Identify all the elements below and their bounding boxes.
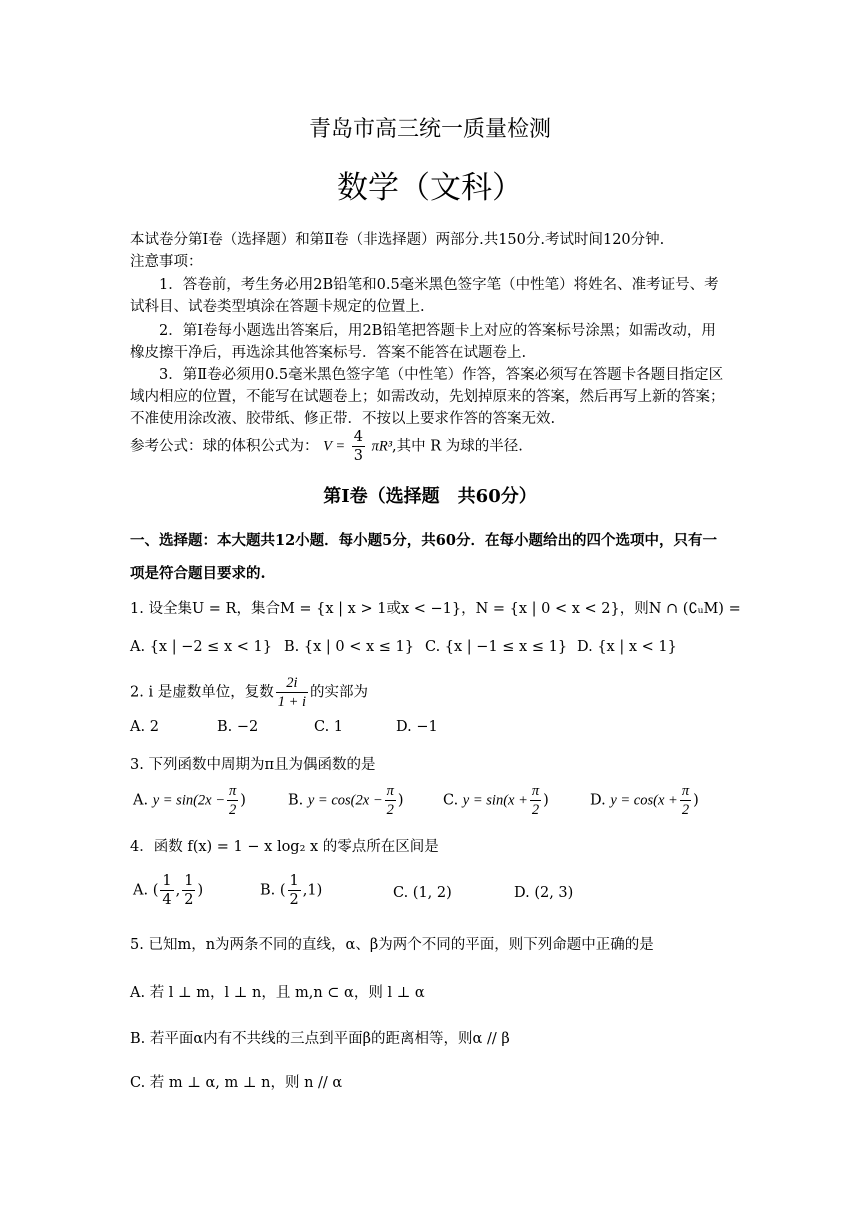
formula-fraction: $\frac{4}{3}$ xyxy=(353,429,363,464)
note-1: 1．答卷前，考生务必用2B铅笔和0.5毫米黑色签字笔（中性笔）将姓名、准考证号、考试科目、试卷类型填涂在答题卡规定的位置上. xyxy=(130,277,719,315)
formula-suffix: ,其中 R 为球的半径. xyxy=(392,438,523,455)
q1-option-d: D. {x | x < 1} xyxy=(577,639,677,655)
q1-stem: 1. 设全集U = R，集合M = {x | x > 1或x < −1}，N = {x | 0 < x < 2}，则N ∩ (∁ᵤM) = xyxy=(130,601,741,617)
q3-option-b: B. y = cos(2x − $\frac{\pi}{2}$ ) xyxy=(288,783,404,818)
reference-formula xyxy=(130,428,523,465)
intro-line: 本试卷分第Ⅰ卷（选择题）和第Ⅱ卷（非选择题）两部分.共150分.考试时间120分钟. xyxy=(130,232,665,248)
formula-rest: πR³ xyxy=(371,438,393,455)
q2-stem: 2. i 是虚数单位，复数 $\frac{2i}{1 + i}$ 的实部为 xyxy=(130,675,369,710)
formula-prefix: 参考公式：球的体积公式为： xyxy=(130,438,319,455)
q1-option-b: B. {x | 0 < x ≤ 1} xyxy=(284,639,414,655)
formula-lhs: V = xyxy=(323,438,346,455)
q2-option-c: C. 1 xyxy=(314,719,344,735)
q5-stem: 5. 已知m，n为两条不同的直线，α、β为两个不同的平面，则下列命题中正确的是 xyxy=(130,937,654,953)
section-instruction: 一、选择题：本大题共12小题．每小题5分，共60分．在每小题给出的四个选项中，只有一项是符合题目要求的. xyxy=(130,532,717,582)
q5-option-c: C. 若 m ⊥ α, m ⊥ n，则 n // α xyxy=(130,1075,343,1091)
q4-option-b: B. ( $\frac{1}{2}$ ,1) xyxy=(260,873,323,908)
q2-option-b: B. −2 xyxy=(217,719,259,735)
q2-option-d: D. −1 xyxy=(396,719,438,735)
q4-stem: 4．函数 f(x) = 1 − x log₂ x 的零点所在区间是 xyxy=(130,839,439,855)
q3-stem: 3. 下列函数中周期为π且为偶函数的是 xyxy=(130,757,376,773)
q4-option-a: A. ( $\frac{1}{4}$ , $\frac{1}{2}$ ) xyxy=(133,873,204,908)
q2-option-a: A. 2 xyxy=(130,719,159,735)
note-2: 2．第Ⅰ卷每小题选出答案后，用2B铅笔把答题卡上对应的答案标号涂黑；如需改动，用橡皮擦干净后，再选涂其他答案标号．答案不能答在试题卷上. xyxy=(130,323,716,361)
q4-option-c: C. (1, 2) xyxy=(393,885,452,901)
subject-title: 数学（文科） xyxy=(337,170,523,206)
q5-option-a: A. 若 l ⊥ m，l ⊥ n，且 m,n ⊂ α，则 l ⊥ α xyxy=(130,985,425,1001)
q3-option-d: D. y = cos(x + $\frac{\pi}{2}$ ) xyxy=(590,783,699,818)
q3-option-a: A. y = sin(2x − $\frac{\pi}{2}$ ) xyxy=(133,783,246,818)
q1-option-a: A. {x | −2 ≤ x < 1} xyxy=(130,639,272,655)
q4-option-d: D. (2, 3) xyxy=(514,885,574,901)
q3-option-c: C. y = sin(x + $\frac{\pi}{2}$ ) xyxy=(443,783,549,818)
section-title: 第Ⅰ卷（选择题 共60分） xyxy=(323,486,537,507)
note-3: 3．第Ⅱ卷必须用0.5毫米黑色签字笔（中性笔）作答，答案必须写在答题卡各题目指定区域内相应的位置，不能写在试题卷上；如需改动，先划掉原来的答案，然后再写上新的答案；不准使用涂改液、胶带纸、修正带．不按以上要求作答的答案无效. xyxy=(130,367,725,427)
notice-label: 注意事项： xyxy=(130,254,203,270)
q2-fraction: $\frac{2i}{1 + i}$ xyxy=(277,675,307,710)
q1-option-c: C. {x | −1 ≤ x ≤ 1} xyxy=(425,639,568,655)
q5-option-b: B. 若平面α内有不共线的三点到平面β的距离相等，则α // β xyxy=(130,1031,510,1047)
exam-title: 青岛市高三统一质量检测 xyxy=(308,117,551,142)
